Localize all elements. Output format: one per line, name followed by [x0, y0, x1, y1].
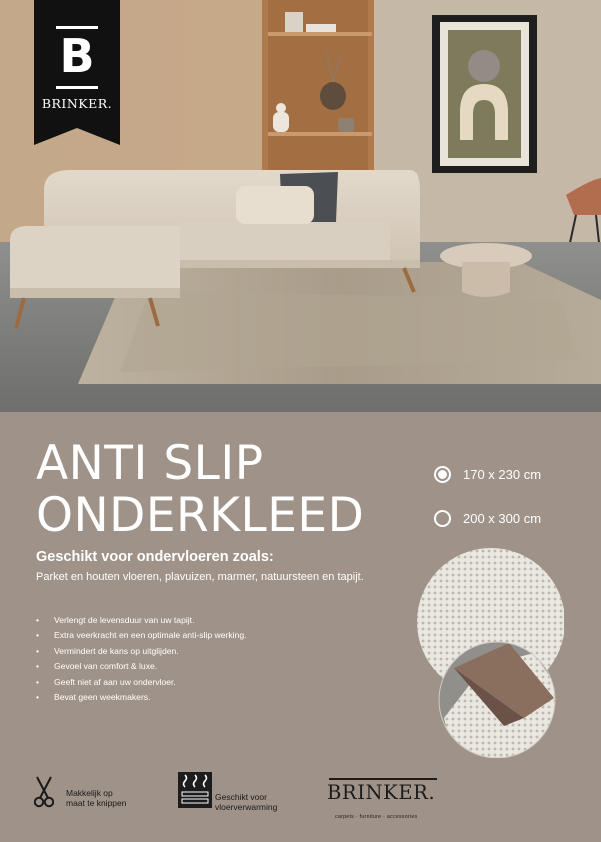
brand-monogram: B	[59, 29, 95, 83]
footer-logo-rule	[329, 778, 437, 780]
bullet: •	[36, 692, 40, 703]
suitable-heading: Geschikt voor ondervloeren zoals:	[36, 549, 274, 565]
list-item: • Gevoel van comfort & luxe.	[36, 659, 247, 674]
radio-selected-icon[interactable]	[434, 466, 451, 483]
list-item: • Geeft niet af aan uw ondervloer.	[36, 675, 247, 690]
bullet: •	[36, 661, 40, 672]
floor-heating-icon	[178, 772, 212, 808]
title-line-1: ANTI SLIP	[36, 436, 264, 491]
rug-underlay-sample-image	[414, 548, 564, 758]
bullet: •	[36, 630, 40, 641]
bullet: •	[36, 645, 40, 656]
radio-unselected-icon[interactable]	[434, 510, 451, 527]
floor-heating-label: Geschikt voor vloerverwarming	[215, 792, 278, 812]
suitable-description: Parket en houten vloeren, plavuizen, marmer, natuursteen en tapijt.	[36, 571, 364, 583]
list-item: • Vermindert de kans op uitglijden.	[36, 644, 247, 659]
bullet: •	[36, 615, 40, 625]
size-label: 200 x 300 cm	[463, 511, 542, 526]
footer-brand-logo: BRINKER.	[327, 781, 436, 804]
title-line-2: ONDERKLEED	[36, 488, 365, 543]
size-label: 170 x 230 cm	[463, 467, 542, 482]
brand-tag	[34, 0, 120, 145]
brand-name: BRINKER.	[41, 96, 113, 111]
list-item: • Bevat geen weekmakers.	[36, 690, 247, 705]
product-title	[36, 438, 364, 542]
feature-list	[36, 613, 247, 705]
footer-brand-tagline: carpets · furniture · accessories	[335, 814, 418, 820]
list-item: • Extra veerkracht en een optimale anti-slip werking.	[36, 628, 247, 643]
scissors-icon	[34, 776, 54, 808]
list-item: • Verlengt de levensduur van uw tapijt.	[36, 613, 247, 628]
cut-to-size-label: Makkelijk op maat te knippen	[66, 788, 127, 808]
bullet: •	[36, 676, 40, 687]
